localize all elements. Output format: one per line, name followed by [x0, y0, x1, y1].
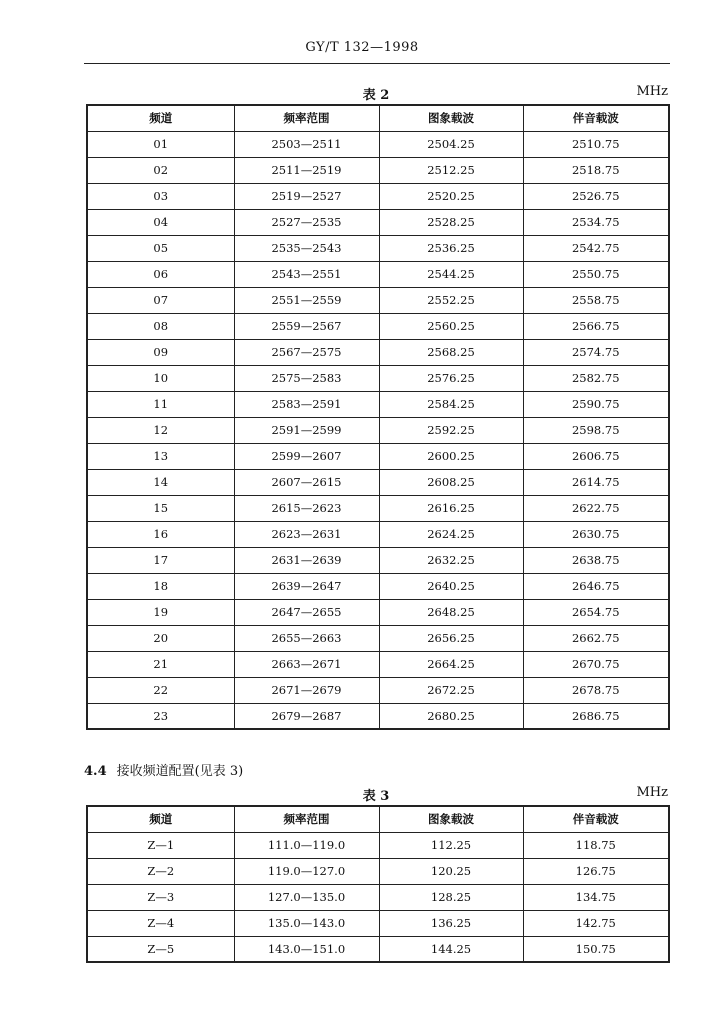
table-cell: 22	[87, 677, 234, 703]
table-cell: 135.0—143.0	[234, 910, 379, 936]
column-header: 图象载波	[379, 806, 523, 832]
table-cell: Z—5	[87, 936, 234, 962]
table-cell: Z—4	[87, 910, 234, 936]
table3	[86, 805, 670, 963]
table-cell: 2607—2615	[234, 469, 379, 495]
table-cell: 2646.75	[523, 573, 669, 599]
table-cell: 2566.75	[523, 313, 669, 339]
table-cell: 2567—2575	[234, 339, 379, 365]
table-cell: 2654.75	[523, 599, 669, 625]
table-cell: 2504.25	[379, 131, 523, 157]
table-row	[87, 209, 669, 235]
table-cell: 112.25	[379, 832, 523, 858]
table-cell: 09	[87, 339, 234, 365]
table-header-row	[87, 105, 669, 131]
table-cell: 2591—2599	[234, 417, 379, 443]
table-cell: 2584.25	[379, 391, 523, 417]
table-cell: 2552.25	[379, 287, 523, 313]
column-header: 频率范围	[234, 105, 379, 131]
table-cell: 2648.25	[379, 599, 523, 625]
table-row	[87, 625, 669, 651]
table-cell: 2608.25	[379, 469, 523, 495]
table-cell: 150.75	[523, 936, 669, 962]
table-cell: 2568.25	[379, 339, 523, 365]
table-row	[87, 495, 669, 521]
table-cell: 127.0—135.0	[234, 884, 379, 910]
column-header: 伴音载波	[523, 806, 669, 832]
column-header: 频道	[87, 806, 234, 832]
table-row	[87, 131, 669, 157]
table-row	[87, 936, 669, 962]
table-cell: 2615—2623	[234, 495, 379, 521]
section-number: 4.4	[84, 764, 107, 779]
table-cell: 2576.25	[379, 365, 523, 391]
table-cell: Z—2	[87, 858, 234, 884]
table-cell: 2600.25	[379, 443, 523, 469]
table-cell: 16	[87, 521, 234, 547]
table-cell: 10	[87, 365, 234, 391]
table-cell: 2631—2639	[234, 547, 379, 573]
table-row	[87, 832, 669, 858]
section-text: 接收频道配置(见表 3)	[116, 764, 244, 779]
table-row	[87, 261, 669, 287]
column-header: 频道	[87, 105, 234, 131]
table-cell: 2624.25	[379, 521, 523, 547]
table-cell: 119.0—127.0	[234, 858, 379, 884]
table-cell: 2526.75	[523, 183, 669, 209]
table-cell: 2662.75	[523, 625, 669, 651]
table-cell: 134.75	[523, 884, 669, 910]
table-cell: 2686.75	[523, 703, 669, 729]
table-cell: 2680.25	[379, 703, 523, 729]
table-cell: 2535—2543	[234, 235, 379, 261]
table2-unit: MHz	[636, 84, 668, 99]
table-cell: 2574.75	[523, 339, 669, 365]
table-cell: 12	[87, 417, 234, 443]
table-cell: 17	[87, 547, 234, 573]
table-cell: 2616.25	[379, 495, 523, 521]
table-cell: 2639—2647	[234, 573, 379, 599]
table-header-row	[87, 806, 669, 832]
table-cell: 2520.25	[379, 183, 523, 209]
table-row	[87, 365, 669, 391]
table-cell: 18	[87, 573, 234, 599]
table-cell: 2663—2671	[234, 651, 379, 677]
table-cell: 06	[87, 261, 234, 287]
table-cell: 2511—2519	[234, 157, 379, 183]
table-cell: 2560.25	[379, 313, 523, 339]
table-cell: 2622.75	[523, 495, 669, 521]
table-cell: 2575—2583	[234, 365, 379, 391]
table-row	[87, 858, 669, 884]
table-cell: 08	[87, 313, 234, 339]
header-rule	[84, 63, 670, 64]
table-cell: 2598.75	[523, 417, 669, 443]
table-row	[87, 235, 669, 261]
table-cell: 01	[87, 131, 234, 157]
table-cell: 2623—2631	[234, 521, 379, 547]
table-row	[87, 599, 669, 625]
table-cell: 15	[87, 495, 234, 521]
table2-title: 表 2	[362, 88, 390, 103]
table-row	[87, 547, 669, 573]
table-cell: 144.25	[379, 936, 523, 962]
table-cell: 2559—2567	[234, 313, 379, 339]
table-cell: 14	[87, 469, 234, 495]
table-row	[87, 677, 669, 703]
table-cell: 02	[87, 157, 234, 183]
table-cell: 05	[87, 235, 234, 261]
table-row	[87, 910, 669, 936]
table-cell: 2503—2511	[234, 131, 379, 157]
table-cell: 03	[87, 183, 234, 209]
table-cell: 2528.25	[379, 209, 523, 235]
table-cell: 120.25	[379, 858, 523, 884]
table-cell: 04	[87, 209, 234, 235]
table-cell: 2606.75	[523, 443, 669, 469]
table-row	[87, 339, 669, 365]
column-header: 伴音载波	[523, 105, 669, 131]
column-header: 图象载波	[379, 105, 523, 131]
table-cell: 2583—2591	[234, 391, 379, 417]
table-cell: 2544.25	[379, 261, 523, 287]
table-cell: 2670.75	[523, 651, 669, 677]
table2	[86, 104, 670, 730]
table-cell: Z—1	[87, 832, 234, 858]
page-header: GY/T 132—1998	[305, 40, 419, 55]
table-cell: 2518.75	[523, 157, 669, 183]
table-cell: 2542.75	[523, 235, 669, 261]
table-cell: 2512.25	[379, 157, 523, 183]
table-cell: 2582.75	[523, 365, 669, 391]
table-cell: Z—3	[87, 884, 234, 910]
table-row	[87, 313, 669, 339]
table-row	[87, 183, 669, 209]
table-cell: 2638.75	[523, 547, 669, 573]
table-cell: 2551—2559	[234, 287, 379, 313]
table-cell: 2630.75	[523, 521, 669, 547]
table-cell: 2558.75	[523, 287, 669, 313]
table-cell: 19	[87, 599, 234, 625]
table3-unit: MHz	[636, 785, 668, 800]
table-row	[87, 287, 669, 313]
table-row	[87, 469, 669, 495]
table-cell: 07	[87, 287, 234, 313]
table-cell: 142.75	[523, 910, 669, 936]
table-cell: 2664.25	[379, 651, 523, 677]
table3-title: 表 3	[362, 789, 390, 804]
table-cell: 2590.75	[523, 391, 669, 417]
table-row	[87, 703, 669, 729]
section-4-4	[84, 760, 243, 779]
table-cell: 143.0—151.0	[234, 936, 379, 962]
table-cell: 136.25	[379, 910, 523, 936]
table-row	[87, 521, 669, 547]
table-cell: 11	[87, 391, 234, 417]
table-cell: 2543—2551	[234, 261, 379, 287]
table-cell: 21	[87, 651, 234, 677]
table-cell: 2527—2535	[234, 209, 379, 235]
table-row	[87, 884, 669, 910]
table-cell: 2592.25	[379, 417, 523, 443]
table-cell: 2599—2607	[234, 443, 379, 469]
table-cell: 2510.75	[523, 131, 669, 157]
table-cell: 2519—2527	[234, 183, 379, 209]
table-row	[87, 157, 669, 183]
table-cell: 2671—2679	[234, 677, 379, 703]
table-cell: 118.75	[523, 832, 669, 858]
table-row	[87, 391, 669, 417]
table-cell: 2614.75	[523, 469, 669, 495]
table-cell: 2632.25	[379, 547, 523, 573]
table-cell: 2534.75	[523, 209, 669, 235]
table-cell: 126.75	[523, 858, 669, 884]
table-cell: 111.0—119.0	[234, 832, 379, 858]
table-row	[87, 443, 669, 469]
table-row	[87, 417, 669, 443]
table-row	[87, 573, 669, 599]
table-cell: 2672.25	[379, 677, 523, 703]
table-cell: 23	[87, 703, 234, 729]
table-cell: 2679—2687	[234, 703, 379, 729]
table-cell: 2536.25	[379, 235, 523, 261]
table-cell: 2647—2655	[234, 599, 379, 625]
table-cell: 128.25	[379, 884, 523, 910]
table-cell: 2655—2663	[234, 625, 379, 651]
table-cell: 2656.25	[379, 625, 523, 651]
table-cell: 13	[87, 443, 234, 469]
column-header: 频率范围	[234, 806, 379, 832]
table-cell: 2640.25	[379, 573, 523, 599]
table-cell: 20	[87, 625, 234, 651]
table-cell: 2550.75	[523, 261, 669, 287]
table-cell: 2678.75	[523, 677, 669, 703]
table-row	[87, 651, 669, 677]
